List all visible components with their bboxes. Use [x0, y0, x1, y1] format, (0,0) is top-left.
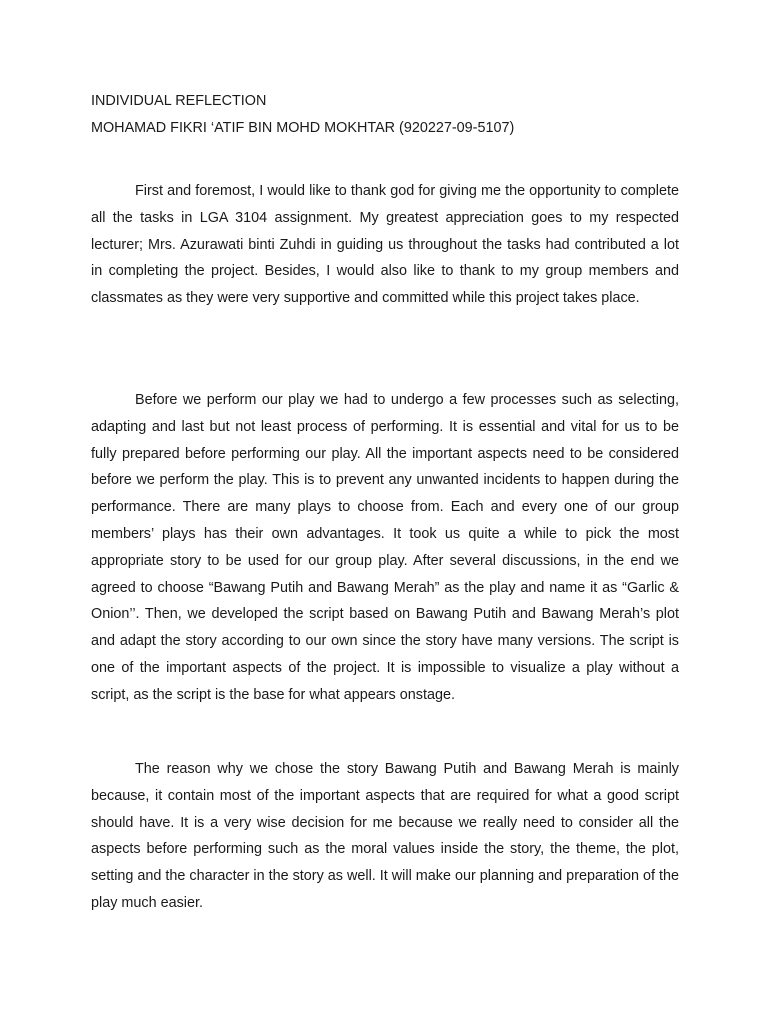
document-title: INDIVIDUAL REFLECTION — [91, 93, 267, 109]
paragraph-process: Before we perform our play we had to undergo a few processes such as selecting, adapting and last but not least process of performing. It is essential and vital for us to be fully prepared before performing our play. All the important aspects need to be considered before we perform the play. This is to prevent any unwanted incidents to happen during the performance. There are many plays to choose from. Each and every one of our group members’ plays has their own advantages. It took us quite a while to pick the most appropriate story to be used for our group play. After several discussions, in the end we agreed to choose “Bawang Putih and Bawang Merah” as the play and name it as “Garlic & Onion’’. Then, we developed the script based on Bawang Putih and Bawang Merah’s plot and adapt the story according to our own since the story have many versions. The script is one of the important aspects of the project. It is impossible to visualize a play without a script, as the script is the base for what appears onstage. — [91, 392, 679, 703]
document-page — [91, 0, 679, 1024]
paragraph-acknowledgement: First and foremost, I would like to thank god for giving me the opportunity to complete all the tasks in LGA 3104 assignment. My greatest appreciation goes to my respected lecturer; Mrs. Azurawati binti Zuhdi in guiding us throughout the tasks had contributed a lot in completing the project. Besides, I would also like to thank to my group members and classmates as they were very supportive and committed while this project takes place. — [91, 183, 679, 307]
author-line: MOHAMAD FIKRI ‘ATIF BIN MOHD MOKHTAR (920227-09-5107) — [91, 120, 515, 136]
paragraph-reason: The reason why we chose the story Bawang Putih and Bawang Merah is mainly because, it contain most of the important aspects that are required for what a good script should have. It is a very wise decision for me because we really need to consider all the aspects before performing such as the moral values inside the story, the theme, the plot, setting and the character in the story as well. It will make our planning and preparation of the play much easier. — [91, 761, 679, 911]
